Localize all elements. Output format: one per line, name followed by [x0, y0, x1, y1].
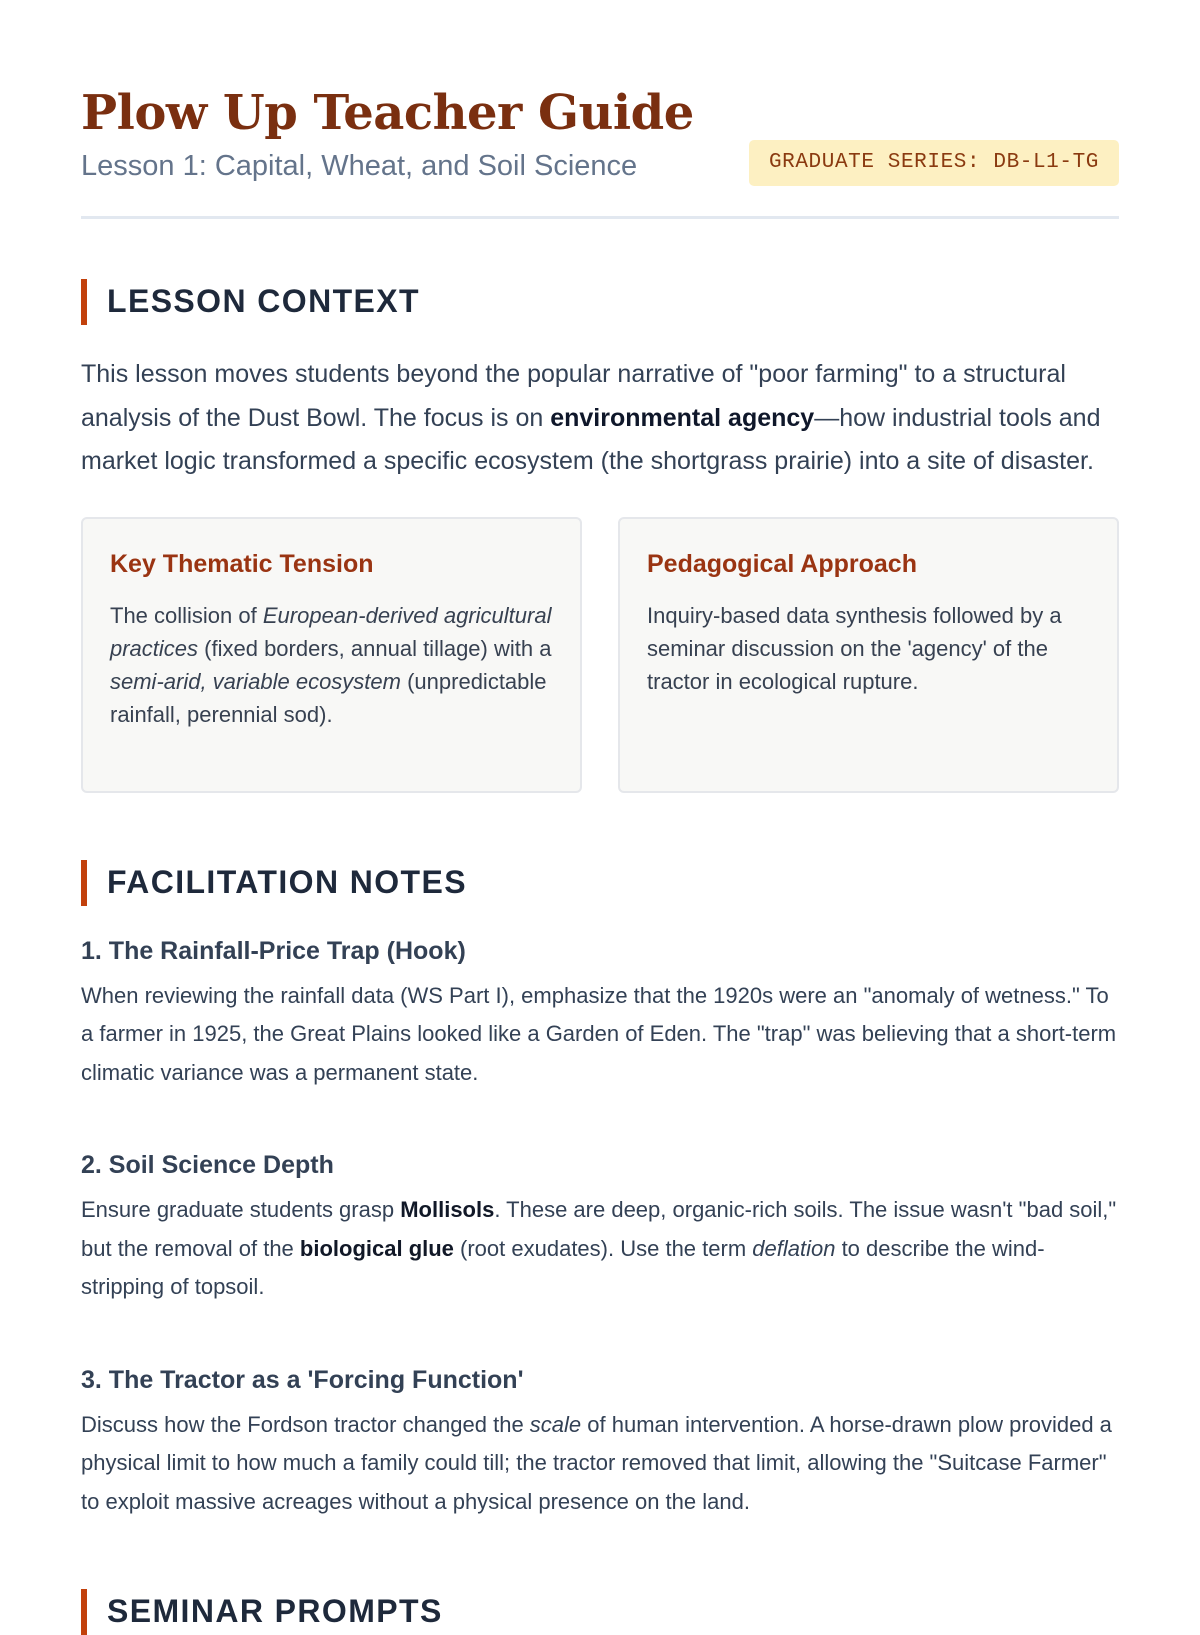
page-header	[81, 80, 1119, 219]
card-text	[110, 599, 554, 731]
seminar-prompts-section	[81, 1587, 1119, 1635]
note-title: 1. The Rainfall-Price Trap (Hook)	[81, 936, 466, 965]
lesson-subtitle: Lesson 1: Capital, Wheat, and Soil Science	[81, 150, 638, 182]
card-text-part: (unpredictable rainfall, perennial sod).	[110, 668, 547, 727]
lesson-context-intro	[81, 353, 1119, 484]
note-text-part: . These are deep, organic-rich soils. The issue wasn't "bad soil," but the removal of the	[81, 1197, 1117, 1261]
note-text-part: of human intervention. A horse-drawn plow provided a physical limit to how much a family could till; the tractor removed that limit, allowing the "Suitcase Farmer" to exploit massive acreages without a physical presence on the land.	[81, 1411, 1112, 1514]
note-title: 3. The Tractor as a 'Forcing Function'	[81, 1365, 524, 1394]
note-text: When reviewing the rainfall data (WS Part I), emphasize that the 1920s were an "anomaly of wetness." To a farmer in 1925, the Great Plains looked like a Garden of Eden. The "trap" was believing that a short-term climatic variance was a permanent state.	[81, 982, 1117, 1085]
intro-text-start: This lesson moves students beyond the popular narrative of "poor farming" to a structural analysis of the Dust Bowl. The focus is on	[81, 360, 1066, 432]
card-text: Inquiry-based data synthesis followed by a seminar discussion on the 'agency' of the tractor in ecological rupture.	[647, 602, 1062, 694]
note-soil-science-depth	[81, 1146, 1119, 1307]
card-title: Pedagogical Approach	[647, 549, 917, 578]
note-text-bold: Mollisols	[400, 1197, 495, 1222]
note-text-part: Discuss how the Fordson tractor changed the	[81, 1411, 530, 1437]
card-title: Key Thematic Tension	[110, 549, 374, 578]
note-text	[81, 1191, 1119, 1307]
note-text-emphasis: deflation	[752, 1235, 836, 1261]
facilitation-notes-section	[81, 858, 1119, 1522]
seminar-prompts-heading: SEMINAR PROMPTS	[81, 1587, 1119, 1635]
note-rainfall-price-trap	[81, 932, 1119, 1093]
context-cards	[81, 517, 1119, 793]
series-badge: GRADUATE SERIES: DB-L1-TG	[749, 140, 1119, 186]
note-text-part: (root exudates). Use the term	[453, 1235, 753, 1261]
card-text-emphasis: semi-arid, variable ecosystem	[110, 668, 401, 694]
lesson-context-section	[81, 277, 1119, 793]
intro-text-end: —how industrial tools and market logic transformed a specific ecosystem (the shortgrass prairie) into a site of disaster.	[81, 403, 1101, 475]
note-text-bold: biological glue	[299, 1235, 454, 1261]
note-text	[81, 1406, 1119, 1522]
lesson-context-heading: LESSON CONTEXT	[81, 277, 1119, 325]
key-thematic-tension-card	[81, 517, 582, 793]
note-text-part: Ensure graduate students grasp	[81, 1197, 401, 1222]
card-text-part: (fixed borders, annual tillage) with a	[198, 635, 552, 661]
pedagogical-approach-card	[618, 517, 1119, 793]
note-text-part: to describe the wind-stripping of topsoil.	[81, 1235, 1045, 1299]
facilitation-notes-heading: FACILITATION NOTES	[81, 858, 1119, 906]
card-text-part: The collision of	[110, 602, 263, 628]
note-tractor-forcing-function	[81, 1361, 1119, 1522]
note-title: 2. Soil Science Depth	[81, 1151, 334, 1179]
note-text-emphasis: scale	[529, 1411, 582, 1437]
page-title: Plow Up Teacher Guide	[81, 85, 694, 141]
card-text-emphasis: European-derived agricultural practices	[110, 602, 552, 661]
intro-emphasis: environmental agency	[550, 403, 815, 432]
